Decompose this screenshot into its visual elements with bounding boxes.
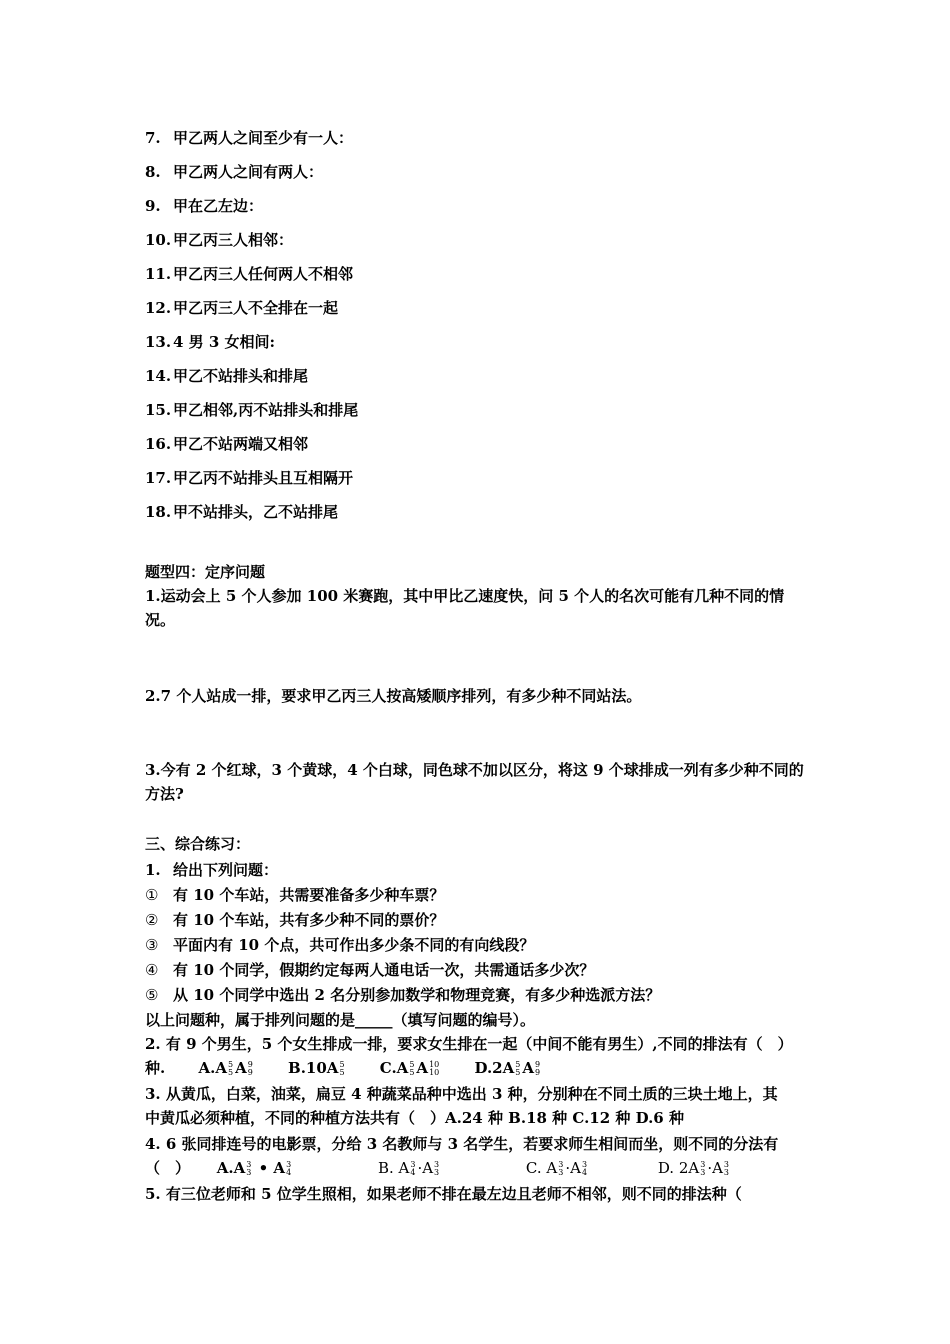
q2-option-d: D.2A 5 5 A 9 9	[474, 1059, 541, 1077]
item-number: 9.	[145, 197, 161, 215]
q4-paren: （ ）	[145, 1159, 191, 1177]
item-9	[145, 434, 308, 454]
item-number: 10.	[145, 231, 172, 249]
q2-text: 2. 有 9 个男生，5 个女生排成一排，要求女生排在一起（中间不能有男生）,不同的排法有（ ）	[145, 1035, 793, 1053]
sub-question-4	[145, 985, 660, 1005]
section4-title: 题型四：定序问题	[145, 563, 266, 581]
item-11	[145, 502, 338, 522]
item-2	[145, 196, 263, 216]
item-number: 16.	[145, 435, 172, 453]
sub-question-mark: ⑤	[145, 986, 159, 1004]
item-text: 甲乙丙三人不全排在一起	[173, 299, 339, 317]
item-text: 甲乙两人之间有两人：	[173, 163, 324, 181]
item-1	[145, 162, 323, 182]
item-text: 甲乙不站两端又相邻	[173, 435, 309, 453]
item-text: 甲乙不站排头和排尾	[173, 367, 309, 385]
item-text: 甲乙丙不站排头且互相隔开	[173, 469, 354, 487]
sub-question-text: 从 10 个同学中选出 2 名分别参加数学和物理竞赛，有多少种选派方法？	[173, 986, 661, 1004]
item-number: 14.	[145, 367, 172, 385]
q2-tail: 种.	[145, 1059, 166, 1077]
q1-tail: 以上问题种，属于排列问题的是_____（填写问题的编号）。	[145, 1011, 536, 1029]
section4-q3: 3.今有 2 个红球，3 个黄球，4 个白球，同色球不加以区分，将这 9 个球排成一列有多少种不同的方法?	[145, 761, 804, 803]
section3-q1	[145, 860, 278, 880]
item-number: 15.	[145, 401, 172, 419]
item-8	[145, 400, 358, 420]
section4-q2: 2.7 个人站成一排，要求甲乙丙三人按高矮顺序排列，有多少种不同站法。	[145, 687, 642, 705]
item-0	[145, 128, 353, 148]
item-number: 7.	[145, 129, 161, 147]
q4-option-b: B. A 3 4 ·A 3 3	[377, 1159, 440, 1177]
sub-question-text: 有 10 个车站，共需要准备多少种车票？	[173, 886, 445, 904]
q1-text: 给出下列问题：	[173, 861, 279, 879]
item-number: 13.	[145, 333, 172, 351]
item-text: 甲在乙左边：	[173, 197, 264, 215]
q2-option-a: A.A 5 5 A 9 9	[198, 1059, 253, 1077]
sub-question-1	[145, 910, 444, 930]
item-7	[145, 366, 308, 386]
item-3	[145, 230, 293, 250]
sub-question-3	[145, 960, 594, 980]
sub-question-mark: ④	[145, 961, 159, 979]
item-text: 甲乙丙三人相邻：	[173, 231, 294, 249]
item-number: 17.	[145, 469, 172, 487]
item-text: 甲不站排头，乙不站排尾	[173, 503, 339, 521]
sub-question-0	[145, 885, 444, 905]
q3-text: 3. 从黄瓜，白菜，油菜，扁豆 4 种蔬菜品种中选出 3 种，分别种在不同土质的三块土地上，其	[145, 1085, 778, 1103]
q5-text: 5. 有三位老师和 5 位学生照相，如果老师不排在最左边且老师不相邻，则不同的排法种（	[145, 1185, 742, 1203]
q4-text: 4. 6 张同排连号的电影票，分给 3 名教师与 3 名学生，若要求师生相间而坐，则不同的分法有	[145, 1135, 779, 1153]
sub-question-text: 有 10 个车站，共有多少种不同的票价？	[173, 911, 445, 929]
q4-option-a: A.A 3 3 • A 3 4	[216, 1159, 292, 1177]
item-4	[145, 264, 353, 284]
sub-question-mark: ③	[145, 936, 159, 954]
sub-question-2	[145, 935, 534, 955]
q4-options-line	[145, 1158, 731, 1178]
item-text: 甲乙两人之间至少有一人：	[173, 129, 354, 147]
item-text: 4 男 3 女相间:	[173, 333, 276, 351]
q4-option-c: C. A 3 3 ·A 3 4	[525, 1159, 588, 1177]
q1-number: 1.	[145, 861, 161, 879]
sub-question-text: 平面内有 10 个点，共可作出多少条不同的有向线段？	[173, 936, 535, 954]
q2-option-c: C.A 5 5 A 10 10	[379, 1059, 440, 1077]
section4-q1: 1.运动会上 5 个人参加 100 米赛跑，其中甲比乙速度快，问 5 个人的名次可能有几种不同的情况。	[145, 587, 785, 629]
q2-options-line	[145, 1058, 542, 1078]
item-10	[145, 468, 353, 488]
item-number: 18.	[145, 503, 172, 521]
q2-option-b: B.10A 5 5	[288, 1059, 345, 1077]
q4-option-d: D. 2A 3 3 ·A 3 3	[657, 1159, 730, 1177]
item-text: 甲乙相邻,丙不站排头和排尾	[173, 401, 359, 419]
q3-text-2: 中黄瓜必须种植，不同的种植方法共有（ ）A.24 种 B.18 种 C.12 种 D.6 种	[145, 1109, 684, 1127]
item-5	[145, 298, 338, 318]
section3-title: 三、综合练习：	[145, 835, 251, 853]
item-number: 11.	[145, 265, 172, 283]
item-number: 12.	[145, 299, 172, 317]
sub-question-mark: ①	[145, 886, 159, 904]
sub-question-text: 有 10 个同学，假期约定每两人通电话一次，共需通话多少次？	[173, 961, 595, 979]
sub-question-mark: ②	[145, 911, 159, 929]
item-6	[145, 332, 275, 352]
item-text: 甲乙丙三人任何两人不相邻	[173, 265, 354, 283]
item-number: 8.	[145, 163, 161, 181]
